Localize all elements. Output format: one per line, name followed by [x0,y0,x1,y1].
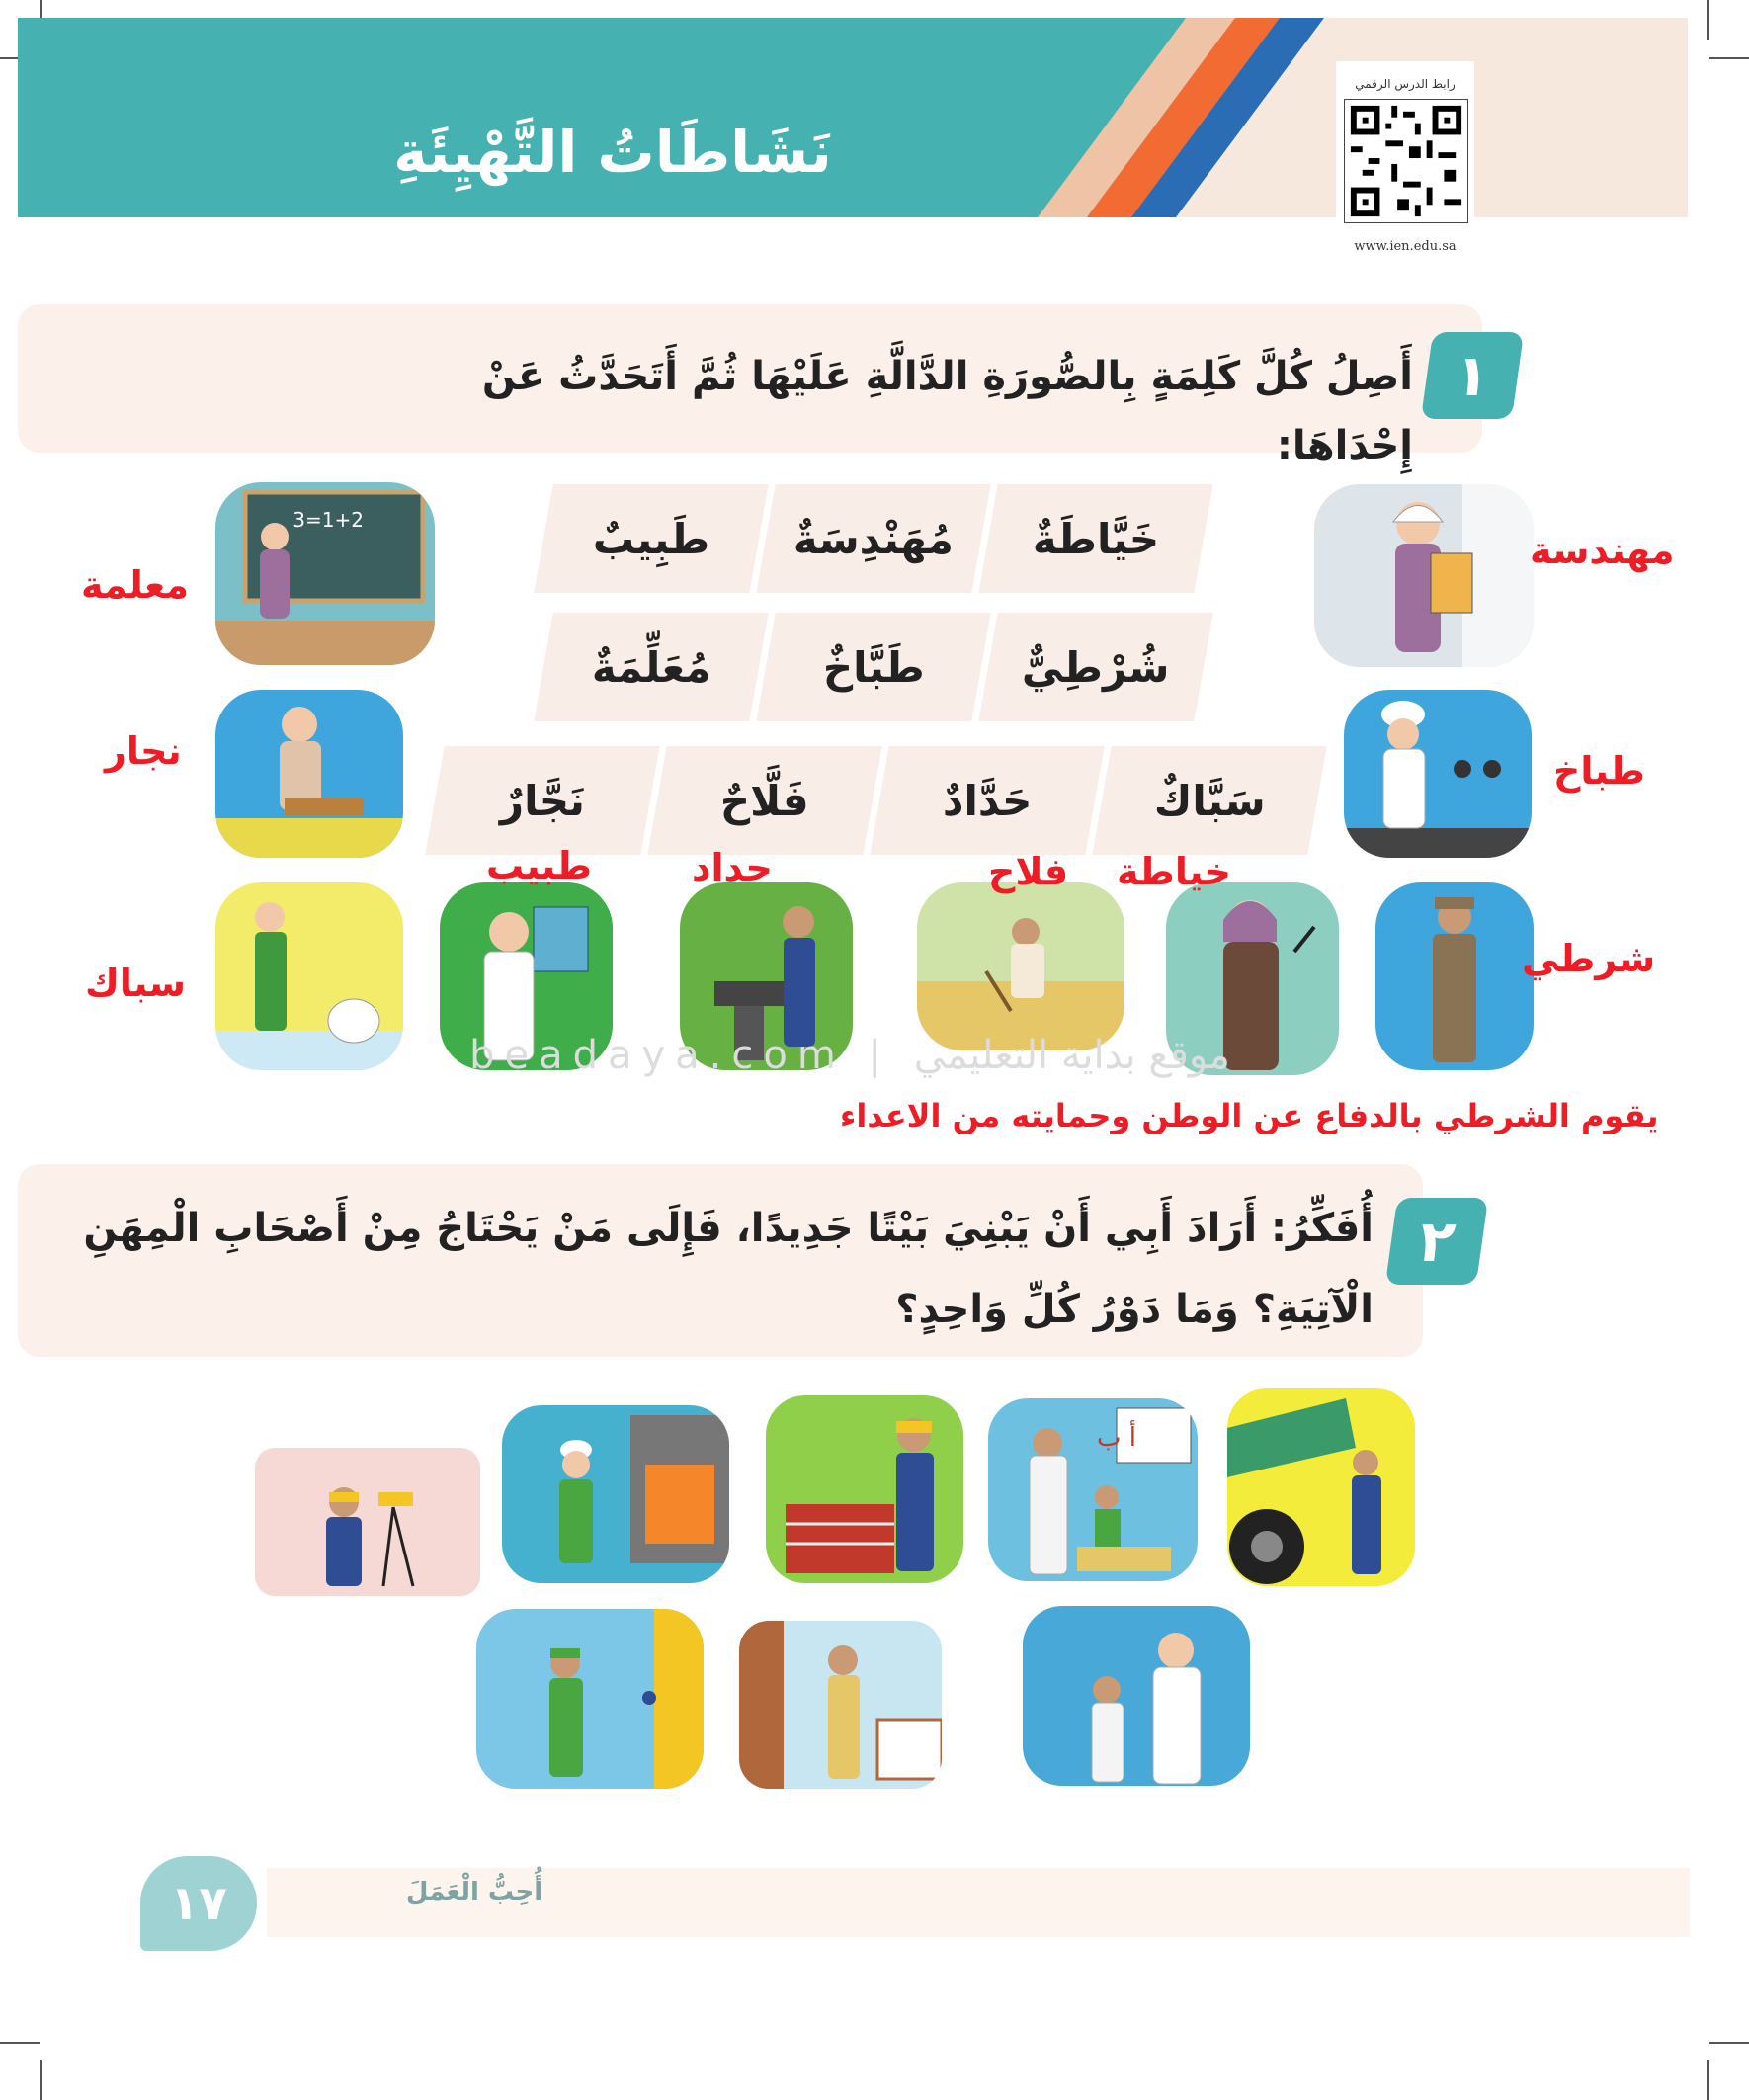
word-tile[interactable] [756,484,990,593]
teacher-picture[interactable] [215,482,435,665]
builder-picture[interactable] [766,1395,963,1583]
word-tile[interactable] [534,484,768,593]
engineer-picture[interactable] [1314,484,1534,667]
answer-police: شرطي [1522,937,1656,980]
word-tile[interactable] [978,484,1212,593]
crop-mark [1707,0,1709,40]
activity2-line2: الْآتِيَةِ؟ وَمَا دَوْرُ كُلِّ وَاحِدٍ؟ [895,1287,1374,1332]
answer-carpenter: نجار [105,729,182,773]
qr-caption: رابط الدرس الرقمي [1355,77,1456,91]
word-tile[interactable] [1092,746,1326,855]
answer-doctor: طبيب [486,844,593,887]
answer-engineer: مهندسة [1530,529,1675,572]
word-tile[interactable] [534,613,768,721]
svg-text:1+2=3: 1+2=3 [292,508,364,532]
word-label: فَلَّاحٌ [720,776,809,825]
page-number: ١٧ [140,1856,257,1951]
answer-plumber: سباك [85,962,186,1005]
page-title: نَشَاطَاتُ التَّهْيِئَةِ [393,119,832,186]
activity2-number: ٢ [1385,1198,1488,1285]
watermark: beadaya.com | موقع بداية التعليمي [469,1033,1230,1078]
activity1-instruction: أَصِلُ كُلَّ كَلِمَةٍ بِالصُّورَةِ الدَّالَّةِ عَلَيْهَا ثُمَّ أَتَحَدَّثُ عَنْ إِحْدَاهَا: [481,354,1413,468]
word-label: حَدَّادٌ [942,776,1033,825]
word-label: سَبَّاكٌ [1153,776,1266,825]
crop-mark [0,2042,40,2044]
word-label: مُهَنْدِسَةٌ [793,514,954,563]
crop-mark [1709,57,1749,59]
baker-picture[interactable] [502,1405,729,1583]
answer-farmer: فلاح [988,850,1069,893]
word-tile[interactable] [756,613,990,721]
word-label: طَبِيبٌ [592,514,710,563]
word-label: نَجَّارٌ [500,776,585,825]
carpenter-picture[interactable] [215,690,403,858]
page-edge-tint [1490,18,1688,217]
crop-mark [1709,2042,1749,2044]
word-tile[interactable] [647,746,881,855]
word-label: خَيَّاطَةٌ [1032,514,1160,563]
word-tile[interactable] [425,746,659,855]
mechanic-picture[interactable] [1227,1388,1415,1586]
answer-blacksmith: حداد [692,846,773,889]
word-tile[interactable] [870,746,1104,855]
activity2-line1: أُفَكِّرُ: أَرَادَ أَبِي أَنْ يَبْنِيَ بَيْتًا جَدِيدًا، فَإِلَى مَنْ يَحْتَاجُ مِنْ أَصْحَابِ الْمِهَنِ [83,1206,1374,1251]
electrician-picture[interactable] [476,1609,704,1789]
activity1-number: ١ [1421,332,1524,419]
carpenter-builder-picture[interactable] [739,1621,942,1789]
sign-text: أ ب [1097,1423,1136,1453]
farmer-picture[interactable] [917,882,1124,1050]
qr-code-icon[interactable] [1344,99,1468,223]
answer-teacher: معلمة [81,563,190,607]
word-label: شُرْطِيٌّ [1022,642,1170,692]
word-label: مُعَلِّمَةٌ [591,642,711,692]
answer-sentence: يقوم الشرطي بالدفاع عن الوطن وحمايته من الاعداء [840,1097,1659,1134]
unit-title: أُحِبُّ الْعَمَلَ [405,1878,543,1907]
answer-cook: طباخ [1553,749,1645,793]
word-tile[interactable] [978,613,1212,721]
surveyor-picture[interactable] [255,1448,480,1596]
cook-picture[interactable] [1344,690,1532,858]
crop-mark [40,2060,42,2100]
qr-url[interactable]: www.ien.edu.sa [1354,239,1457,254]
answer-tailor: خياطة [1117,850,1232,893]
father-son-picture[interactable] [988,1398,1198,1581]
word-label: طَبَّاخٌ [822,642,925,692]
crop-mark [1707,2060,1709,2100]
doctor-patient-picture[interactable] [1023,1606,1250,1786]
